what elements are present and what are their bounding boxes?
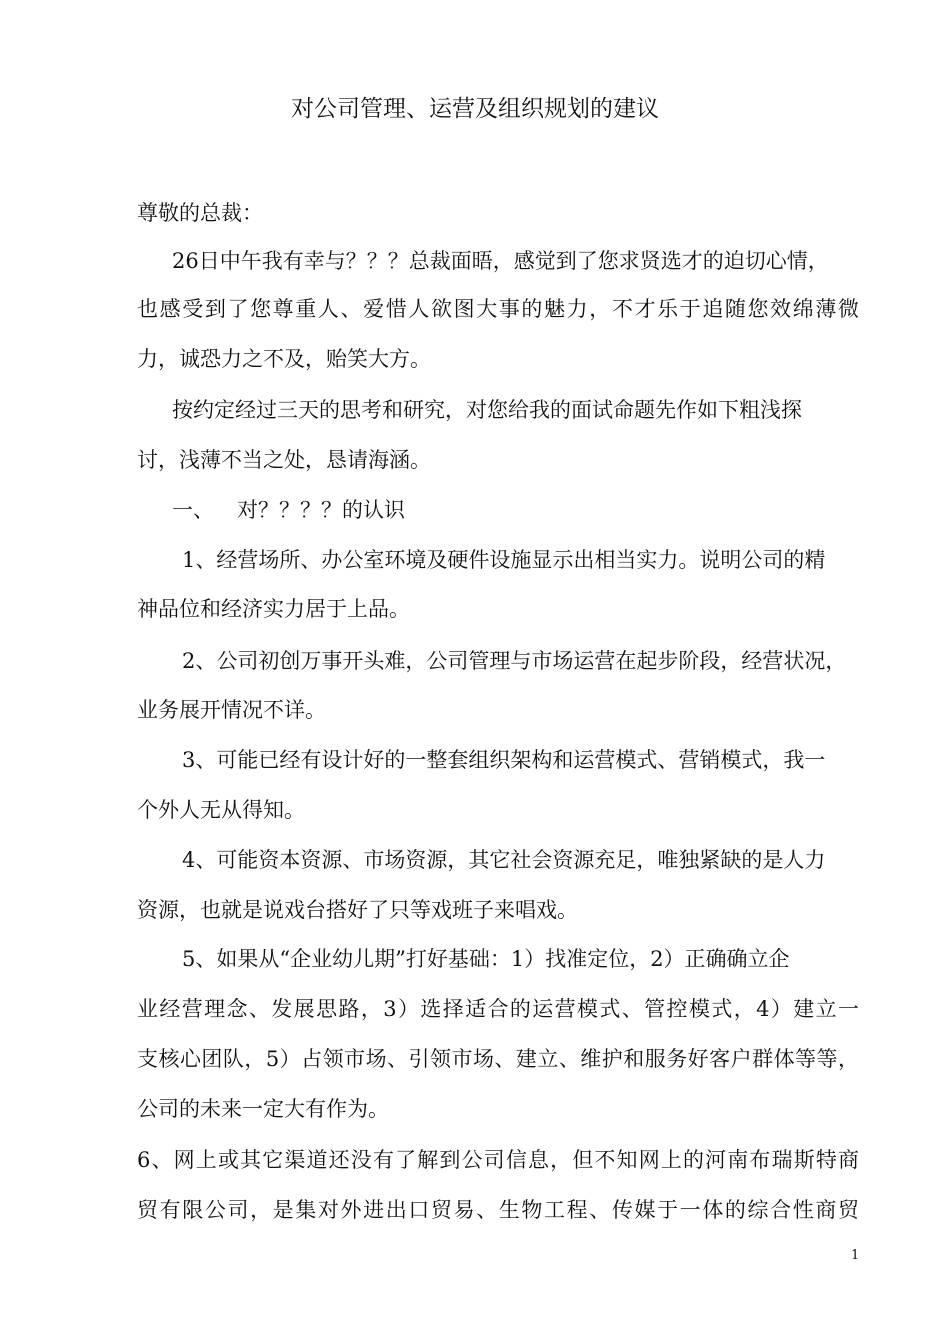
body-line: 6、网上或其它渠道还没有了解到公司信息，但不知网上的河南布瑞斯特商 (137, 1148, 859, 1172)
section-heading: 对？？？？的认识 (237, 498, 405, 522)
body-line: 资源，也就是说戏台搭好了只等戏班子来唱戏。 (137, 898, 578, 922)
body-line: 讨，浅薄不当之处，恳请海涵。 (137, 448, 431, 472)
body-line: 4、可能资本资源、市场资源，其它社会资源充足，唯独紧缺的是人力 (182, 848, 826, 872)
body-line: 按约定经过三天的思考和研究，对您给我的面试命题先作如下粗浅探 (172, 398, 802, 422)
body-line: 神品位和经济实力居于上品。 (137, 597, 410, 621)
section-number: 一、 (172, 498, 214, 522)
page-number: 1 (851, 1248, 860, 1263)
body-line: 26日中午我有幸与？？？总裁面晤，感觉到了您求贤选才的迫切心情， (172, 249, 829, 273)
salutation: 尊敬的总裁： (137, 201, 263, 225)
body-line: 3、可能已经有设计好的一整套组织架构和运营模式、营销模式，我一 (182, 748, 826, 772)
body-line: 1、经营场所、办公室环境及硬件设施显示出相当实力。说明公司的精 (182, 548, 826, 572)
document-title: 对公司管理、运营及组织规划的建议 (291, 96, 659, 122)
body-line: 支核心团队，5）占领市场、引领市场、建立、维护和服务好客户群体等等， (137, 1047, 859, 1071)
body-line: 力，诚恐力之不及，贻笑大方。 (137, 347, 431, 371)
body-line: 5、如果从“企业幼儿期”打好基础：1）找准定位，2）正确确立企 (182, 947, 790, 971)
body-line: 业经营理念、发展思路，3）选择适合的运营模式、管控模式，4）建立一 (137, 997, 859, 1021)
body-line: 业务展开情况不详。 (137, 698, 326, 722)
body-line: 2、公司初创万事开头难，公司管理与市场运营在起步阶段，经营状况， (182, 649, 847, 673)
body-line: 也感受到了您尊重人、爱惜人欲图大事的魅力，不才乐于追随您效绵薄微 (137, 297, 859, 321)
body-line: 公司的未来一定大有作为。 (137, 1097, 389, 1121)
body-line: 贸有限公司，是集对外进出口贸易、生物工程、传媒于一体的综合性商贸 (137, 1198, 859, 1222)
body-line: 个外人无从得知。 (137, 798, 305, 822)
